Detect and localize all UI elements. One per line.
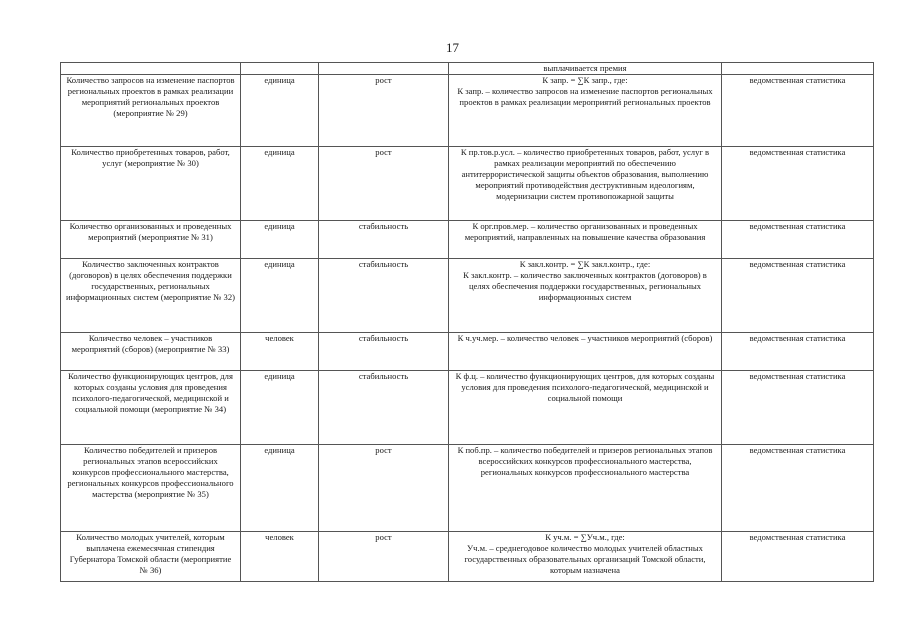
cell-formula: К ч.уч.мер. – количество человек – участников мероприятий (сборов) — [449, 333, 722, 371]
cell-unit: единица — [241, 371, 319, 445]
cell-direction: стабильность — [319, 371, 449, 445]
cell-formula: К ф.ц. – количество функционирующих центров, для которых созданы условия для проведения психолого-педагогической, медицинской и социальной помощи — [449, 371, 722, 445]
table-row — [61, 333, 874, 371]
cell-source: ведомственная статистика — [722, 221, 874, 259]
cell-direction: стабильность — [319, 221, 449, 259]
cell-formula: К уч.м. = ∑Уч.м., где: Уч.м. – среднегодовое количество молодых учителей областных государственных образовательных организаций Томской области, которым назначена — [449, 532, 722, 582]
cell-formula: К запр. = ∑К запр., где: К запр. – количество запросов на изменение паспортов региональных проектов в рамках реализации мероприятий региональных проектов — [449, 75, 722, 147]
cell-name: Количество человек – участников мероприятий (сборов) (мероприятие № 33) — [61, 333, 241, 371]
cell-source: ведомственная статистика — [722, 333, 874, 371]
cell-name: Количество заключенных контрактов (договоров) в целях обеспечения поддержки государственных, региональных информационных систем (мероприятие № 32) — [61, 259, 241, 333]
cell-direction: рост — [319, 147, 449, 221]
table-row — [61, 532, 874, 582]
cell-direction: рост — [319, 445, 449, 532]
cell-source: ведомственная статистика — [722, 371, 874, 445]
table-row — [61, 147, 874, 221]
cell-source: ведомственная статистика — [722, 259, 874, 333]
table-row — [61, 259, 874, 333]
cell-source: ведомственная статистика — [722, 75, 874, 147]
cell-name: Количество функционирующих центров, для которых созданы условия для проведения психолого-педагогической, медицинской и социальной помощи (мероприятие № 34) — [61, 371, 241, 445]
cell-unit: единица — [241, 445, 319, 532]
cell-formula: К орг.пров.мер. – количество организованных и проведенных мероприятий, направленных на повышение качества образования — [449, 221, 722, 259]
table-row — [61, 445, 874, 532]
table-row — [61, 371, 874, 445]
page-number: 17 — [446, 40, 459, 55]
cell-unit: человек — [241, 333, 319, 371]
cell-source — [722, 63, 874, 75]
cell-name: Количество победителей и призеров региональных этапов всероссийских конкурсов профессионального мастерства, региональных конкурсов профессионального мастерства (мероприятие № 35) — [61, 445, 241, 532]
table-row — [61, 221, 874, 259]
cell-direction: рост — [319, 532, 449, 582]
cell-formula: К закл.контр. = ∑К закл.контр., где: К закл.контр. – количество заключенных контрактов (договоров) в целях обеспечения поддержки государственных, региональных информационных систем — [449, 259, 722, 333]
cell-name: Количество запросов на изменение паспортов региональных проектов в рамках реализации мероприятий региональных проектов (мероприятие № 29) — [61, 75, 241, 147]
cell-source: ведомственная статистика — [722, 147, 874, 221]
continuation-row — [61, 63, 874, 75]
cell-name: Количество молодых учителей, которым выплачена ежемесячная стипендия Губернатора Томской области (мероприятие № 36) — [61, 532, 241, 582]
cell-name — [61, 63, 241, 75]
indicators-table — [60, 62, 874, 582]
cell-source: ведомственная статистика — [722, 532, 874, 582]
cell-formula: К поб.пр. – количество победителей и призеров региональных этапов всероссийских конкурсов профессионального мастерства, региональных конкурсов профессионального мастерства — [449, 445, 722, 532]
cell-unit — [241, 63, 319, 75]
cell-unit: единица — [241, 221, 319, 259]
cell-name: Количество организованных и проведенных мероприятий (мероприятие № 31) — [61, 221, 241, 259]
cell-unit: единица — [241, 259, 319, 333]
cell-unit: человек — [241, 532, 319, 582]
table-row — [61, 75, 874, 147]
cell-source: ведомственная статистика — [722, 445, 874, 532]
cell-formula: выплачивается премия — [449, 63, 722, 75]
cell-direction: рост — [319, 75, 449, 147]
cell-unit: единица — [241, 75, 319, 147]
cell-direction — [319, 63, 449, 75]
cell-direction: стабильность — [319, 259, 449, 333]
cell-name: Количество приобретенных товаров, работ, услуг (мероприятие № 30) — [61, 147, 241, 221]
cell-direction: стабильность — [319, 333, 449, 371]
cell-formula: К пр.тов.р.усл. – количество приобретенных товаров, работ, услуг в рамках реализации мероприятий по обеспечению антитеррористической защиты объектов образования, выполнению мероприятий противодействия деструктивным идеологиям, модернизации систем противопожарной защиты — [449, 147, 722, 221]
cell-unit: единица — [241, 147, 319, 221]
